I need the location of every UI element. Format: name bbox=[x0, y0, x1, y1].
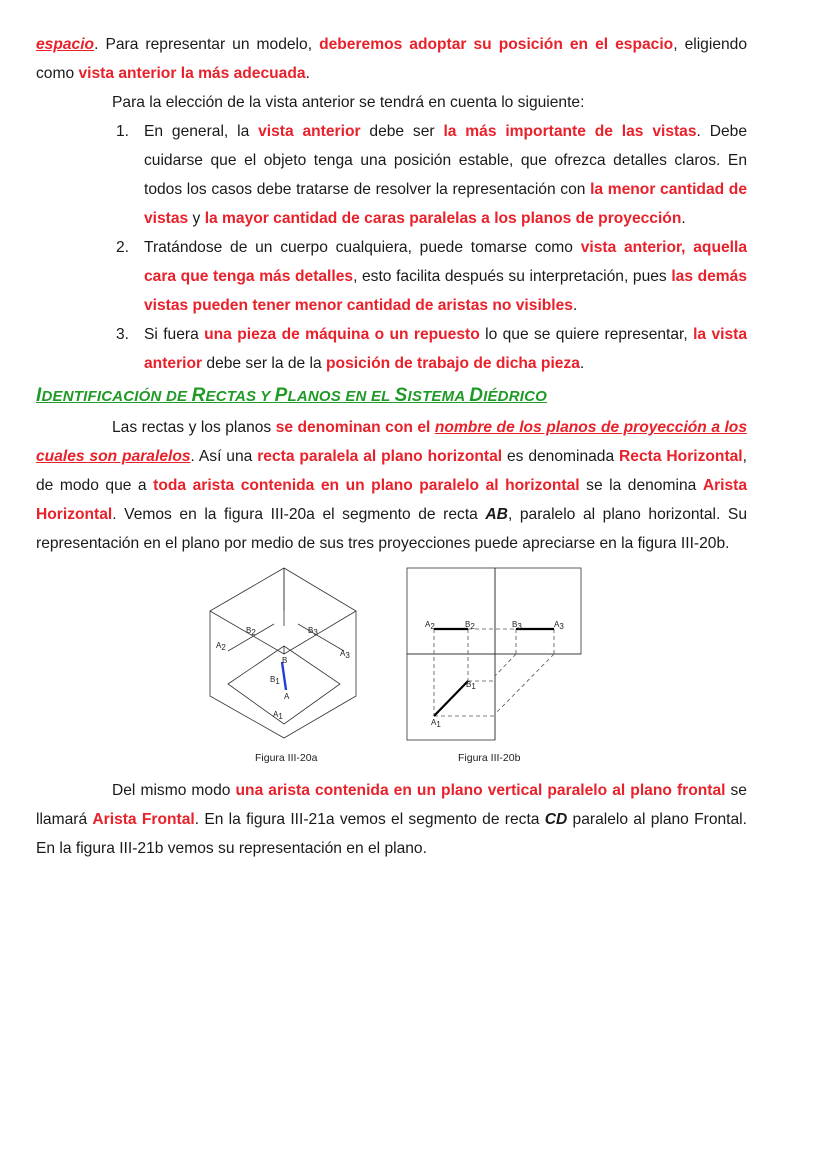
emphasis: las demás vistas pueden tener menor cantidad de aristas no visibles bbox=[144, 268, 748, 314]
text: . bbox=[305, 65, 310, 82]
text: paralelo al plano Frontal. En la figura III-21b vemos su representación en el plano. bbox=[36, 811, 747, 857]
heading-cap: R bbox=[191, 385, 206, 406]
heading-cap: D bbox=[469, 385, 484, 406]
text: debe ser bbox=[360, 123, 444, 140]
figure-iii-20b-drawing bbox=[404, 566, 584, 746]
emphasis: toda arista contenida en un plano paralelo al horizontal bbox=[153, 477, 580, 494]
label-a3: A3 bbox=[554, 620, 564, 631]
text: lo que se quiere representar, bbox=[479, 326, 694, 343]
emphasis-underlined: nombre de los planos de proyección a los cuales son paralelos bbox=[36, 419, 747, 465]
text: . bbox=[579, 355, 585, 372]
text: , de modo que a bbox=[36, 448, 747, 494]
heading-smallcaps: LANOS EN EL bbox=[287, 388, 395, 405]
emphasis: vista anterior, aquella cara que tenga más detalles bbox=[144, 239, 747, 285]
text: . Vemos en la figura III-20a el segmento de recta bbox=[112, 506, 486, 523]
text: y bbox=[188, 210, 205, 227]
emphasis: vista anterior bbox=[258, 123, 361, 140]
list-number: 2. bbox=[116, 239, 130, 256]
label-b: B bbox=[282, 656, 288, 665]
emphasis: se denominan con el bbox=[275, 419, 435, 436]
text: , paralelo al plano horizontal. Su representación en el plano por medio de sus tres proyecciones puede apreciarse en la figura III-20b. bbox=[36, 506, 748, 552]
text: . Para representar un modelo, bbox=[94, 36, 320, 53]
heading-cap: S bbox=[394, 385, 408, 406]
emphasis: la más importante de las vistas bbox=[443, 123, 697, 140]
segment-ab bbox=[282, 662, 286, 690]
text: , eligiendo como bbox=[36, 36, 748, 82]
text: debe ser la de la bbox=[202, 355, 327, 372]
text: . bbox=[681, 210, 686, 227]
emphasis: una pieza de máquina o un repuesto bbox=[204, 326, 480, 343]
term-espacio: espacio bbox=[36, 36, 95, 53]
heading-smallcaps: IÉDRICO bbox=[483, 388, 548, 405]
emphasis: la vista anterior bbox=[144, 326, 747, 372]
text: . Debe cuidarse que el objeto tenga una posición estable, que ofrezca detalles claros. En todos los casos debe tratarse de resolver la representación con bbox=[144, 123, 748, 198]
text: Las rectas y los planos bbox=[112, 419, 276, 436]
figures-row bbox=[36, 566, 747, 776]
label-a: A bbox=[284, 692, 290, 701]
text: Del mismo modo bbox=[112, 782, 236, 799]
emphasis: vista anterior la más adecuada bbox=[78, 65, 306, 82]
list-number: 1. bbox=[116, 123, 130, 140]
heading-smallcaps: DENTIFICACIÓN DE bbox=[41, 388, 192, 405]
text: . Así una bbox=[190, 448, 258, 465]
segment-name: AB bbox=[485, 506, 508, 523]
label-b2: B2 bbox=[465, 620, 475, 631]
figure-iii-20a-drawing bbox=[206, 566, 366, 746]
text: Tratándose de un cuerpo cualquiera, puede tomarse como bbox=[144, 239, 581, 256]
list-item bbox=[36, 117, 747, 233]
criteria-list bbox=[36, 117, 747, 378]
heading-smallcaps: ECTAS Y bbox=[205, 388, 275, 405]
paragraph-list-intro: Para la elección de la vista anterior se tendrá en cuenta lo siguiente: bbox=[112, 94, 585, 111]
list-item bbox=[36, 233, 747, 320]
emphasis: la mayor cantidad de caras paralelas a los planos de proyección bbox=[204, 210, 682, 227]
document-page bbox=[36, 30, 747, 863]
emphasis: Arista Horizontal bbox=[36, 477, 748, 523]
text: , esto facilita después su interpretación, pues bbox=[353, 268, 672, 285]
emphasis: la menor cantidad de vistas bbox=[144, 181, 747, 227]
segment-name: CD bbox=[544, 811, 568, 828]
emphasis: una arista contenida en un plano vertical paralelo al plano frontal bbox=[235, 782, 726, 799]
list-number: 3. bbox=[116, 326, 130, 343]
emphasis: Arista Frontal bbox=[92, 811, 195, 828]
label-a1: A1 bbox=[273, 710, 283, 721]
heading-smallcaps: ISTEMA bbox=[407, 388, 470, 405]
text: se llamará bbox=[36, 782, 747, 828]
label-b1: B1 bbox=[270, 675, 280, 686]
section-heading bbox=[36, 380, 747, 413]
label-b1: B1 bbox=[466, 680, 476, 691]
projection-a1-b1 bbox=[434, 681, 468, 716]
paragraph-intro bbox=[36, 30, 747, 88]
label-b2: B2 bbox=[246, 626, 256, 637]
label-b3: B3 bbox=[512, 620, 522, 631]
label-a2: A2 bbox=[425, 620, 435, 631]
list-item bbox=[36, 320, 747, 378]
text: En general, la bbox=[144, 123, 259, 140]
emphasis: posición de trabajo de dicha pieza bbox=[326, 355, 580, 372]
text: es denominada bbox=[502, 448, 620, 465]
emphasis: Recta Horizontal bbox=[619, 448, 743, 465]
emphasis: recta paralela al plano horizontal bbox=[257, 448, 503, 465]
heading-cap: I bbox=[36, 385, 42, 406]
label-a3: A3 bbox=[340, 649, 350, 660]
emphasis: deberemos adoptar su posición en el espacio bbox=[319, 36, 674, 53]
paragraph-rectas bbox=[36, 413, 747, 558]
text: . bbox=[572, 297, 578, 314]
label-a1: A1 bbox=[431, 718, 441, 729]
figure-iii-20b-caption: Figura III-20b bbox=[458, 752, 521, 764]
text: . En la figura III-21a vemos el segmento de recta bbox=[194, 811, 545, 828]
text: Si fuera bbox=[144, 326, 205, 343]
label-b3: B3 bbox=[308, 626, 318, 637]
figure-iii-20a-caption: Figura III-20a bbox=[255, 752, 318, 764]
heading-cap: P bbox=[274, 385, 288, 406]
paragraph-frontal bbox=[36, 776, 747, 863]
label-a2: A2 bbox=[216, 641, 226, 652]
text: se la denomina bbox=[579, 477, 703, 494]
